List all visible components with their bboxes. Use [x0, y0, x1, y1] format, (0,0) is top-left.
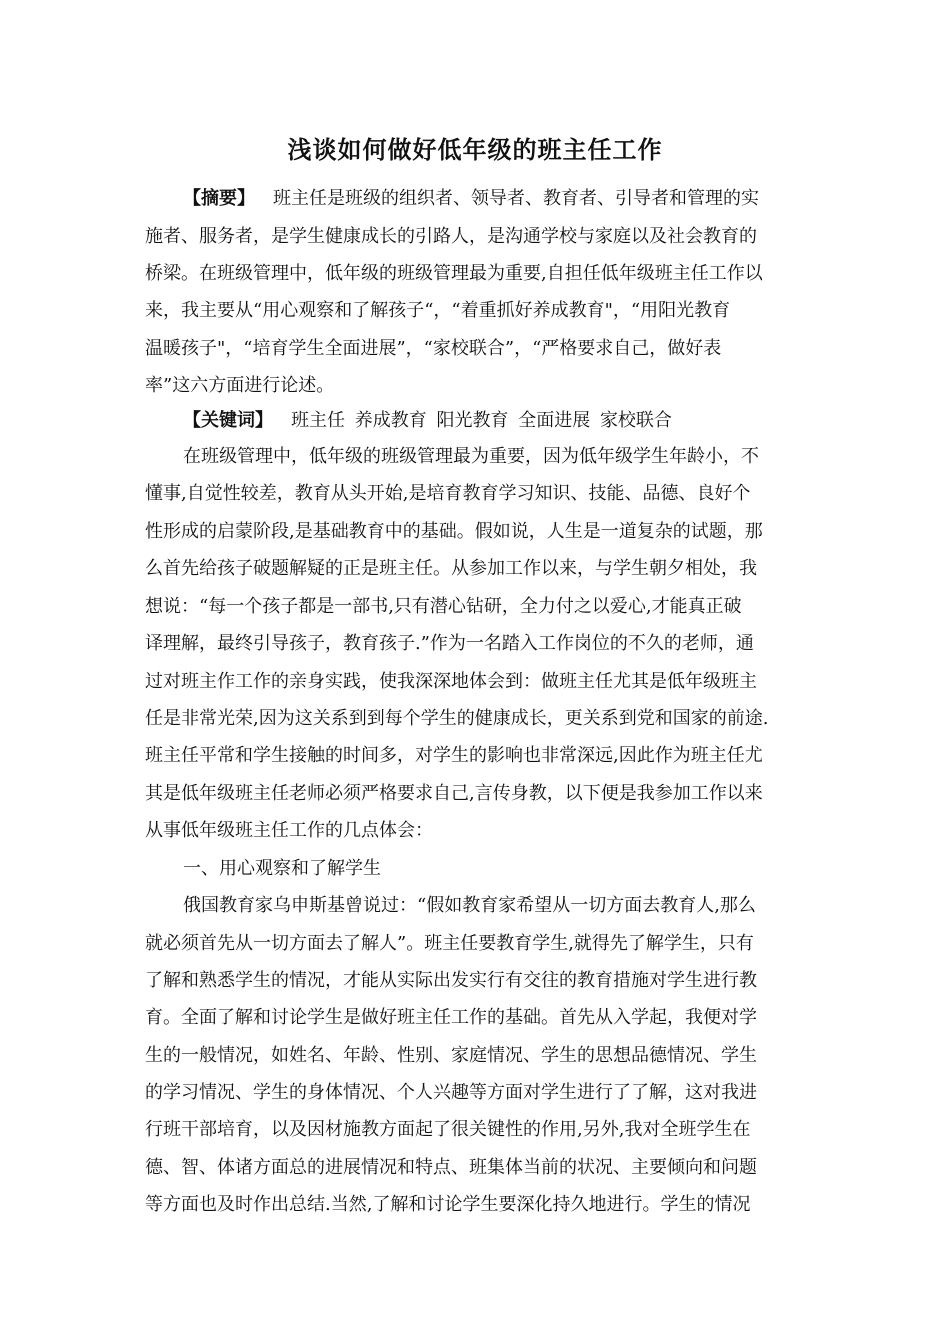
keyword: 班主任: [291, 410, 345, 431]
text-line: 了解和熟悉学生的情况，才能从实际出发实行有交往的教育措施对学生进行教: [145, 970, 757, 991]
text-line: 懂事,自觉性较差，教育从头开始,是培育教育学习知识、技能、品德、良好个: [145, 483, 751, 504]
text-line: 过对班主作工作的亲身实践，使我深深地体会到：做班主任尤其是低年级班主: [145, 671, 757, 692]
text-line: 桥梁。在班级管理中，低年级的班级管理最为重要,自担任低年级班主任工作以: [145, 263, 763, 284]
text-line: 班主任平常和学生接触的时间多，对学生的影响也非常深远,因此作为班主任尤: [145, 745, 763, 766]
text-line: 班主任是班级的组织者、领导者、教育者、引导者和管理的实: [273, 188, 759, 209]
text-line: 其是低年级班主任老师必须严格要求自己,言传身教，以下便是我参加工作以来: [145, 783, 763, 804]
text-line: 温暖孩子"，“培育学生全面进展”，“家校联合”，“严格要求自己，做好表: [145, 338, 722, 359]
text-line: 性形成的启蒙阶段,是基础教育中的基础。假如说，人生是一道复杂的试题，那: [145, 521, 763, 542]
text-line: 育。全面了解和讨论学生是做好班主任工作的基础。首先从入学起，我便对学: [145, 1007, 757, 1028]
document-title: 浅谈如何做好低年级的班主任工作: [287, 136, 663, 164]
text-line: 么首先给孩子破题解疑的正是班主任。从参加工作以来，与学生朝夕相处，我: [145, 558, 757, 579]
text-line: 想说：“每一个孩子都是一部书,只有潜心钻研，全力付之以爱心,才能真正破: [145, 596, 742, 617]
abstract-label: 【摘要】: [183, 188, 255, 209]
text-line: 生的一般情况，如姓名、年龄、性别、家庭情况、学生的思想品德情况、学生: [145, 1045, 757, 1066]
keyword: 全面进展: [518, 410, 591, 431]
text-line: 就必须首先从一切方面去了解人”。班主任要教育学生,就得先了解学生，只有: [145, 933, 754, 954]
text-line: 译理解，最终引导孩子，教育孩子.”作为一名踏入工作岗位的不久的老师，通: [145, 633, 754, 654]
keyword: 阳光教育: [436, 410, 509, 431]
text-line: 俄国教育家乌申斯基曾说过：“假如教育家希望从一切方面去教育人,那么: [183, 895, 756, 916]
section-heading: 一、用心观察和了解学生: [183, 858, 381, 879]
text-line: 来，我主要从“用心观察和了解孩子“，“着重抓好养成教育"，“用阳光教育: [145, 300, 731, 321]
abstract-line: [183, 186, 759, 212]
text-line: 在班级管理中，低年级的班级管理最为重要，因为低年级学生年龄小，不: [183, 446, 759, 467]
text-line: 德、智、体诸方面总的进展情况和特点、班集体当前的状况、主要倾向和问题: [145, 1157, 757, 1178]
text-line: 从事低年级班主任工作的几点体会：: [145, 820, 433, 841]
text-line: 任是非常光荣,因为这关系到到每个学生的健康成长，更关系到党和国家的前途.: [145, 708, 769, 729]
keyword: 养成教育: [354, 410, 427, 431]
keywords-label: 【关键词】: [183, 410, 273, 431]
keywords-line: [183, 408, 676, 434]
text-line: 施者、服务者，是学生健康成长的引路人，是沟通学校与家庭以及社会教育的: [145, 226, 757, 247]
text-line: 等方面也及时作出总结.当然,了解和讨论学生要深化持久地进行。学生的情况: [145, 1194, 751, 1215]
keyword: 家校联合: [599, 410, 672, 431]
text-line: 率”这六方面进行论述。: [145, 375, 335, 396]
text-line: 的学习情况、学生的身体情况、个人兴趣等方面对学生进行了了解，这对我进: [145, 1082, 757, 1103]
text-line: 行班干部培育，以及因材施教方面起了很关键性的作用,另外,我对全班学生在: [145, 1119, 751, 1140]
